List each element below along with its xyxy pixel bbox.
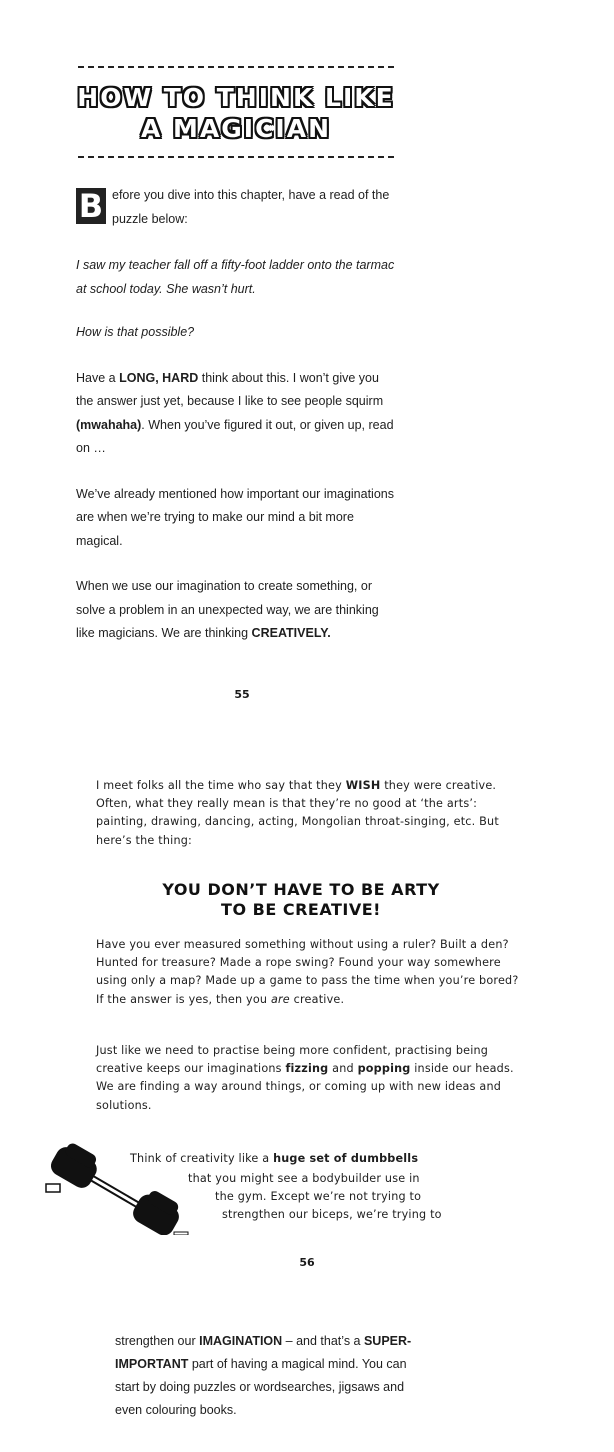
top-dashed-rule — [78, 66, 394, 68]
page-57 — [0, 1295, 614, 1452]
paragraph-fizzing: Just like we need to practise being more confident, practising being creative keeps our imaginations fizzing and popping inside our heads. We are finding a way around things, or coming up with new ideas and solutions. — [96, 1044, 514, 1112]
intro-paragraph — [76, 184, 398, 231]
chapter-body — [76, 184, 398, 646]
paragraph-imagination: We’ve already mentioned how important our imaginations are when we’re trying to make our mind a bit more magical. — [76, 486, 394, 548]
paragraph-think: Have a LONG, HARD think about this. I won’t give you the answer just yet, because I like to see people squirm (mwahaha). When you’ve figured it out, or given up, read on … — [76, 370, 394, 455]
dumbbell-text-line2: that you might see a bodybuilder use in — [188, 1172, 420, 1185]
intro-text: efore you dive into this chapter, have a read of the puzzle below: — [112, 188, 390, 226]
dumbbell-text-line1: Think of creativity like a huge set of dumbbells — [130, 1152, 419, 1165]
dumbbell-text-line3: the gym. Except we’re not trying to — [215, 1190, 422, 1203]
puzzle-text: I saw my teacher fall off a fifty-foot ladder onto the tarmac at school today. She wasn’t hurt. — [76, 258, 395, 296]
page-number: 55 — [234, 688, 250, 701]
chapter-title-line2: A MAGICIAN — [140, 114, 332, 143]
page-56 — [0, 720, 614, 1295]
bottom-dashed-rule — [78, 156, 394, 158]
chapter-title-line1: HOW TO THINK LIKE — [77, 83, 395, 112]
dumbbell-icon — [38, 1140, 198, 1235]
headline-line1: YOU DON’T HAVE TO BE ARTY — [162, 880, 440, 899]
paragraph-creatively: When we use our imagination to create something, or solve a problem in an unexpected way, we are thinking like magicians. We are thinking CREATIVELY. — [76, 579, 379, 640]
headline-line2: TO BE CREATIVE! — [221, 900, 381, 919]
puzzle-question: How is that possible? — [76, 325, 195, 339]
paragraph-creative-questions: Have you ever measured something without using a ruler? Built a den? Hunted for treasure? Made a rope swing? Found your way somewhere using only a map? Made up a game to pass the time when you’re bored? If the answer is yes, then you are creative. — [96, 938, 519, 1006]
page-55 — [0, 0, 614, 720]
paragraph-imagination-strength: strengthen our IMAGINATION – and that’s a SUPER-IMPORTANT part of having a magical mind. You can start by doing puzzles or wordsearches, jigsaws and even colouring books. — [115, 1334, 412, 1417]
drop-cap: B — [76, 188, 106, 224]
paragraph-wish: I meet folks all the time who say that they WISH they were creative. Often, what they really mean is that they’re no good at ‘the arts’: painting, drawing, dancing, acting, Mongolian throat-singing, etc. But here’s the thing: — [96, 779, 499, 847]
dumbbell-text-line4: strengthen our biceps, we’re trying to — [222, 1208, 442, 1221]
page-number: 56 — [299, 1256, 315, 1269]
